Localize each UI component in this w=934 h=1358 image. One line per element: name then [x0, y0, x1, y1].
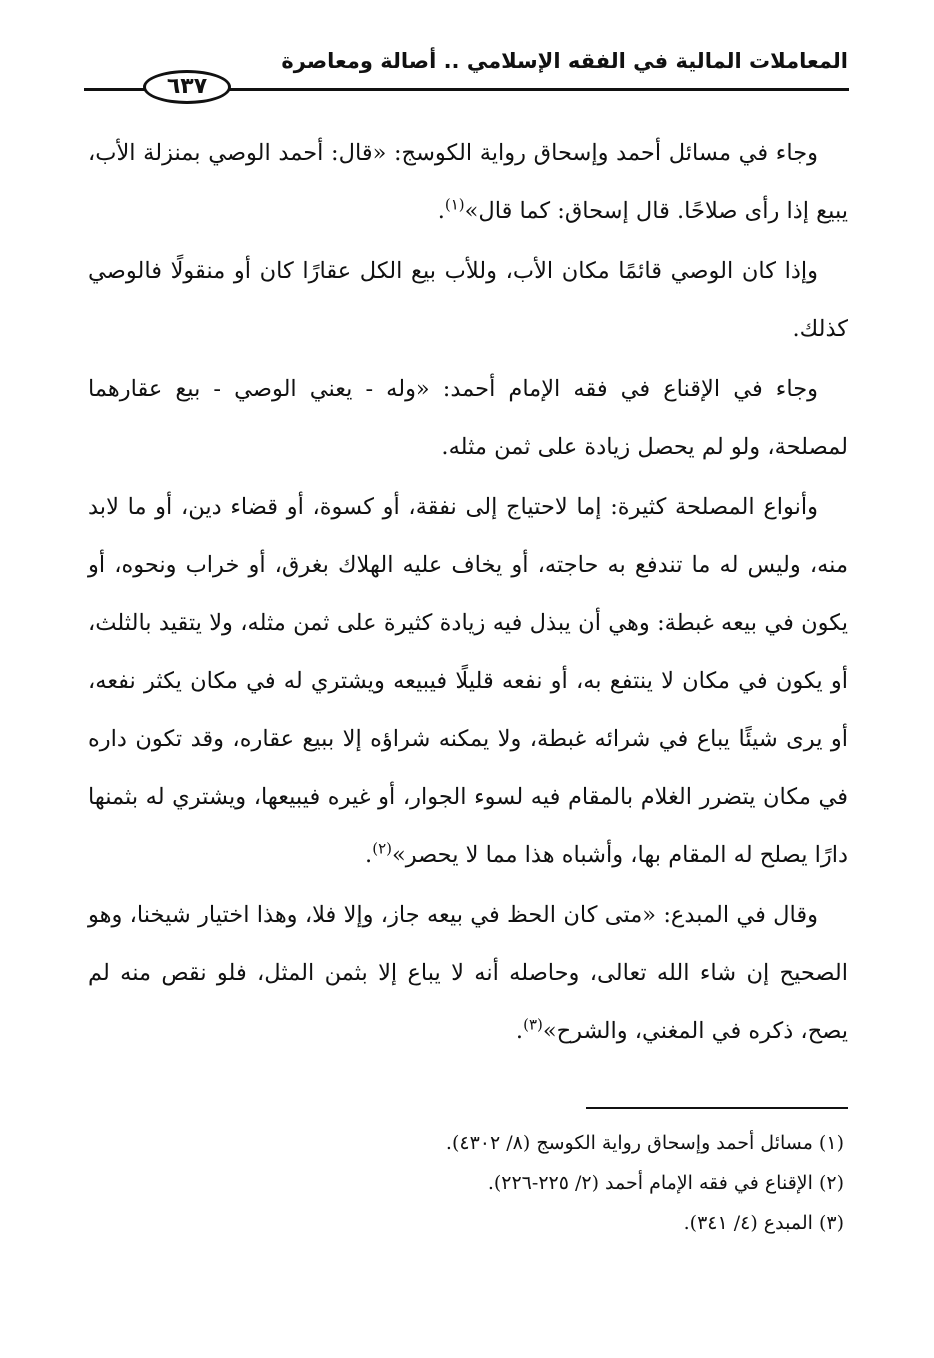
paragraph-tail: . — [437, 198, 445, 224]
footnote-item: (٣) المبدع (٤/ ٣٤١). — [683, 1212, 844, 1234]
footnote-reference: (١) — [444, 195, 465, 214]
paragraph — [88, 124, 848, 240]
paragraph — [88, 478, 848, 884]
footnote-reference: (٢) — [372, 839, 392, 858]
page-number-badge: ٦٣٧ — [143, 70, 231, 104]
paragraph-text: وأنواع المصلحة كثيرة: إما لاحتياج إلى نفقة، أو كسوة، أو قضاء دين، أو ما لابد منه، وليس له ما تندفع به حاجته، أو يخاف عليه الهلاك بغرق، أو خراب ونحوه، أو يكون في بيعه غبطة: وهي أن يبذل فيه زيادة كثيرة على ثمن مثله، ولا يتقيد بالثلث، أو يكون في مكان لا ينتفع به، أو نفعه قليلًا فيبيعه ويشتري له في مكان يكثر نفعه، أو يرى شيئًا يباع في شرائه غبطة، ولا يمكنه شراؤه إلا ببيع عقاره، وقد تكون داره في مكان يتضرر الغلام بالمقام فيه لسوء الجوار، أو غيره فيبيعها، ويشتري له بثمنها دارًا يصلح له المقام بها، وأشباه هذا مما لا يحصر» — [88, 494, 848, 868]
paragraph-text: وإذا كان الوصي قائمًا مكان الأب، وللأب بيع الكل عقارًا كان أو منقولًا فالوصي كذلك. — [88, 258, 848, 342]
paragraph — [88, 242, 848, 358]
paragraph-text: وجاء في الإقناع في فقه الإمام أحمد: «وله - يعني الوصي - بيع عقارهما لمصلحة، ولو لم يحصل زيادة على ثمن مثله. — [88, 376, 848, 460]
paragraph — [88, 886, 848, 1060]
running-header-title: المعاملات المالية في الفقه الإسلامي .. أصالة ومعاصرة — [281, 49, 848, 73]
footnotes — [124, 1123, 844, 1243]
footnote-item: (١) مسائل أحمد وإسحاق رواية الكوسج (٨/ ٤٣٠٢). — [445, 1132, 844, 1154]
paragraph — [88, 360, 848, 476]
footnote-separator — [586, 1107, 848, 1109]
footnote-reference: (٣) — [523, 1015, 543, 1034]
paragraph-tail: . — [515, 1018, 524, 1044]
main-text — [88, 124, 848, 1062]
paragraph-tail: . — [365, 842, 373, 868]
paragraph-text: وجاء في مسائل أحمد وإسحاق رواية الكوسج: «قال: أحمد الوصي بمنزلة الأب، يبيع إذا رأى صلاحًا. قال إسحاق: كما قال» — [88, 140, 848, 224]
paragraph-text: وقال في المبدع: «متى كان الحظ في بيعه جاز، وإلا فلا، وهذا اختيار شيخنا، وهو الصحيح إن شاء الله تعالى، وحاصله أنه لا يباع إلا بثمن المثل، فلو نقص منه لم يصح، ذكره في المغني، والشرح» — [88, 902, 848, 1044]
footnote-item: (٢) الإقناع في فقه الإمام أحمد (٢/ ٢٢٥-٢٢٦). — [487, 1172, 844, 1194]
